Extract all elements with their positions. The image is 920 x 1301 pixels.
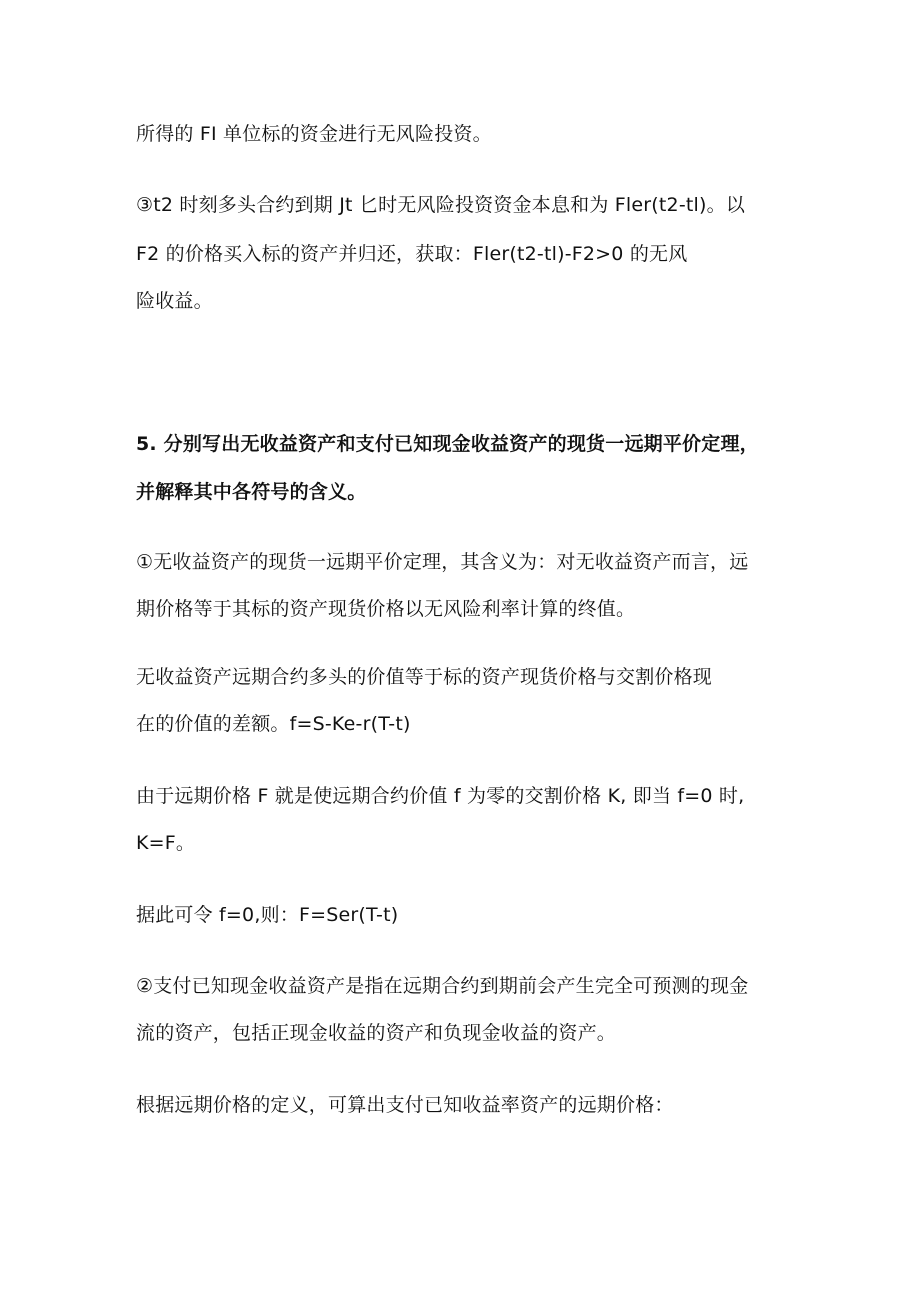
paragraph-line: 流的资产，包括正现金收益的资产和负现金收益的资产。 [136, 1022, 617, 1044]
paragraph-line: 根据远期价格的定义，可算出支付已知收益率资产的远期价格： [136, 1094, 674, 1116]
paragraph-line: ③t2 时刻多头合约到期 Jt 匕时无风险投资资金本息和为 Fler(t2-tl)。以 [136, 194, 746, 216]
paragraph-line: 所得的 FI 单位标的资金进行无风险投资。 [136, 123, 492, 145]
paragraph-line: 由于远期价格 F 就是使远期合约价值 f 为零的交割价格 K, 即当 f=0 时, [136, 785, 745, 807]
section-heading: 5. 分别写出无收益资产和支付已知现金收益资产的现货一远期平价定理， [136, 433, 759, 455]
paragraph-line: ②支付已知现金收益资产是指在远期合约到期前会产生完全可预测的现金 [136, 975, 749, 997]
paragraph-line: K=F。 [136, 832, 196, 854]
paragraph-line: 据此可令 f=0,则：F=Ser(T-t) [136, 904, 399, 926]
paragraph-line: 无收益资产远期合约多头的价值等于标的资产现货价格与交割价格现 [136, 666, 713, 688]
paragraph-line: F2 的价格买入标的资产并归还，获取：Fler(t2-tl)-F2>0 的无风 [136, 243, 688, 265]
paragraph-line: ①无收益资产的现货一远期平价定理，其含义为：对无收益资产而言，远 [136, 551, 749, 573]
paragraph-line: 期价格等于其标的资产现货价格以无风险利率计算的终值。 [136, 598, 636, 620]
paragraph-line: 在的价值的差额。f=S-Ke-r(T-t) [136, 713, 411, 735]
section-heading: 并解释其中各符号的含义。 [136, 481, 367, 503]
paragraph-line: 险收益。 [136, 290, 213, 312]
